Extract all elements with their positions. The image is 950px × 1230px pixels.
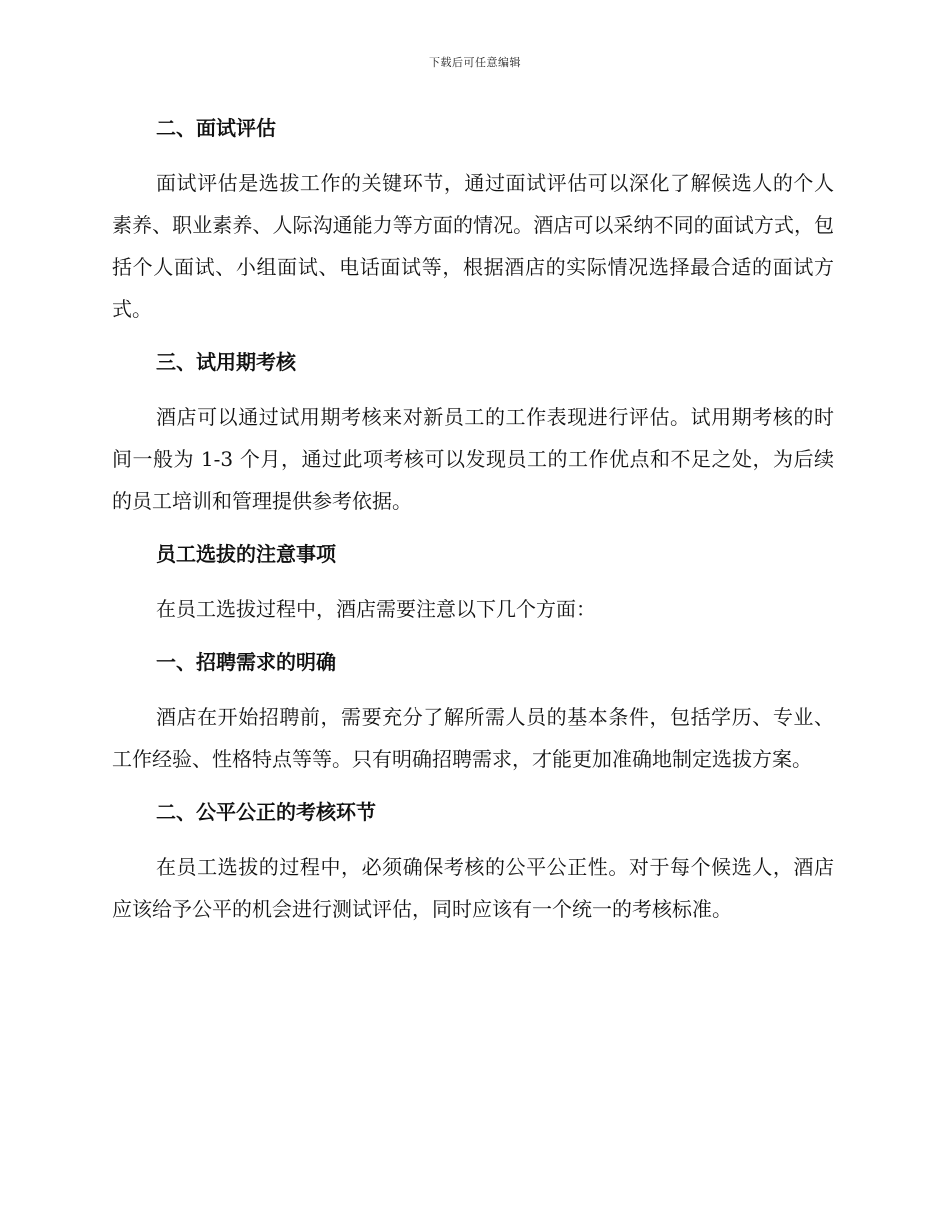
section-paragraph-notes: 在员工选拔过程中，酒店需要注意以下几个方面： bbox=[156, 597, 596, 621]
document-body bbox=[112, 108, 834, 930]
section-paragraph-fair-assessment: 在员工选拔的过程中，必须确保考核的公平公正性。对于每个候选人，酒店应该给予公平的机会进行测试评估，同时应该有一个统一的考核标准。 bbox=[112, 855, 834, 921]
section-paragraph-interview: 面试评估是选拔工作的关键环节，通过面试评估可以深化了解候选人的个人素养、职业素养、人际沟通能力等方面的情况。酒店可以采纳不同的面试方式，包括个人面试、小组面试、电话面试等，根据酒店的实际情况选择最合适的面试方式。 bbox=[112, 171, 834, 321]
section-heading-probation: 三、试用期考核 bbox=[156, 350, 296, 374]
section-paragraph-recruitment-needs: 酒店在开始招聘前，需要充分了解所需人员的基本条件，包括学历、专业、工作经验、性格特点等等。只有明确招聘需求，才能更加准确地制定选拔方案。 bbox=[112, 705, 834, 771]
section-paragraph-probation: 酒店可以通过试用期考核来对新员工的工作表现进行评估。试用期考核的时间一般为 1-3 个月，通过此项考核可以发现员工的工作优点和不足之处，为后续的员工培训和管理提供参考依据。 bbox=[112, 405, 834, 513]
section-heading-interview: 二、面试评估 bbox=[156, 116, 276, 140]
section-heading-fair-assessment: 二、公平公正的考核环节 bbox=[156, 800, 376, 824]
section-heading-notes: 员工选拔的注意事项 bbox=[156, 542, 336, 566]
page-header: 下载后可任意编辑 bbox=[429, 56, 521, 69]
section-heading-recruitment-needs: 一、招聘需求的明确 bbox=[156, 650, 336, 674]
